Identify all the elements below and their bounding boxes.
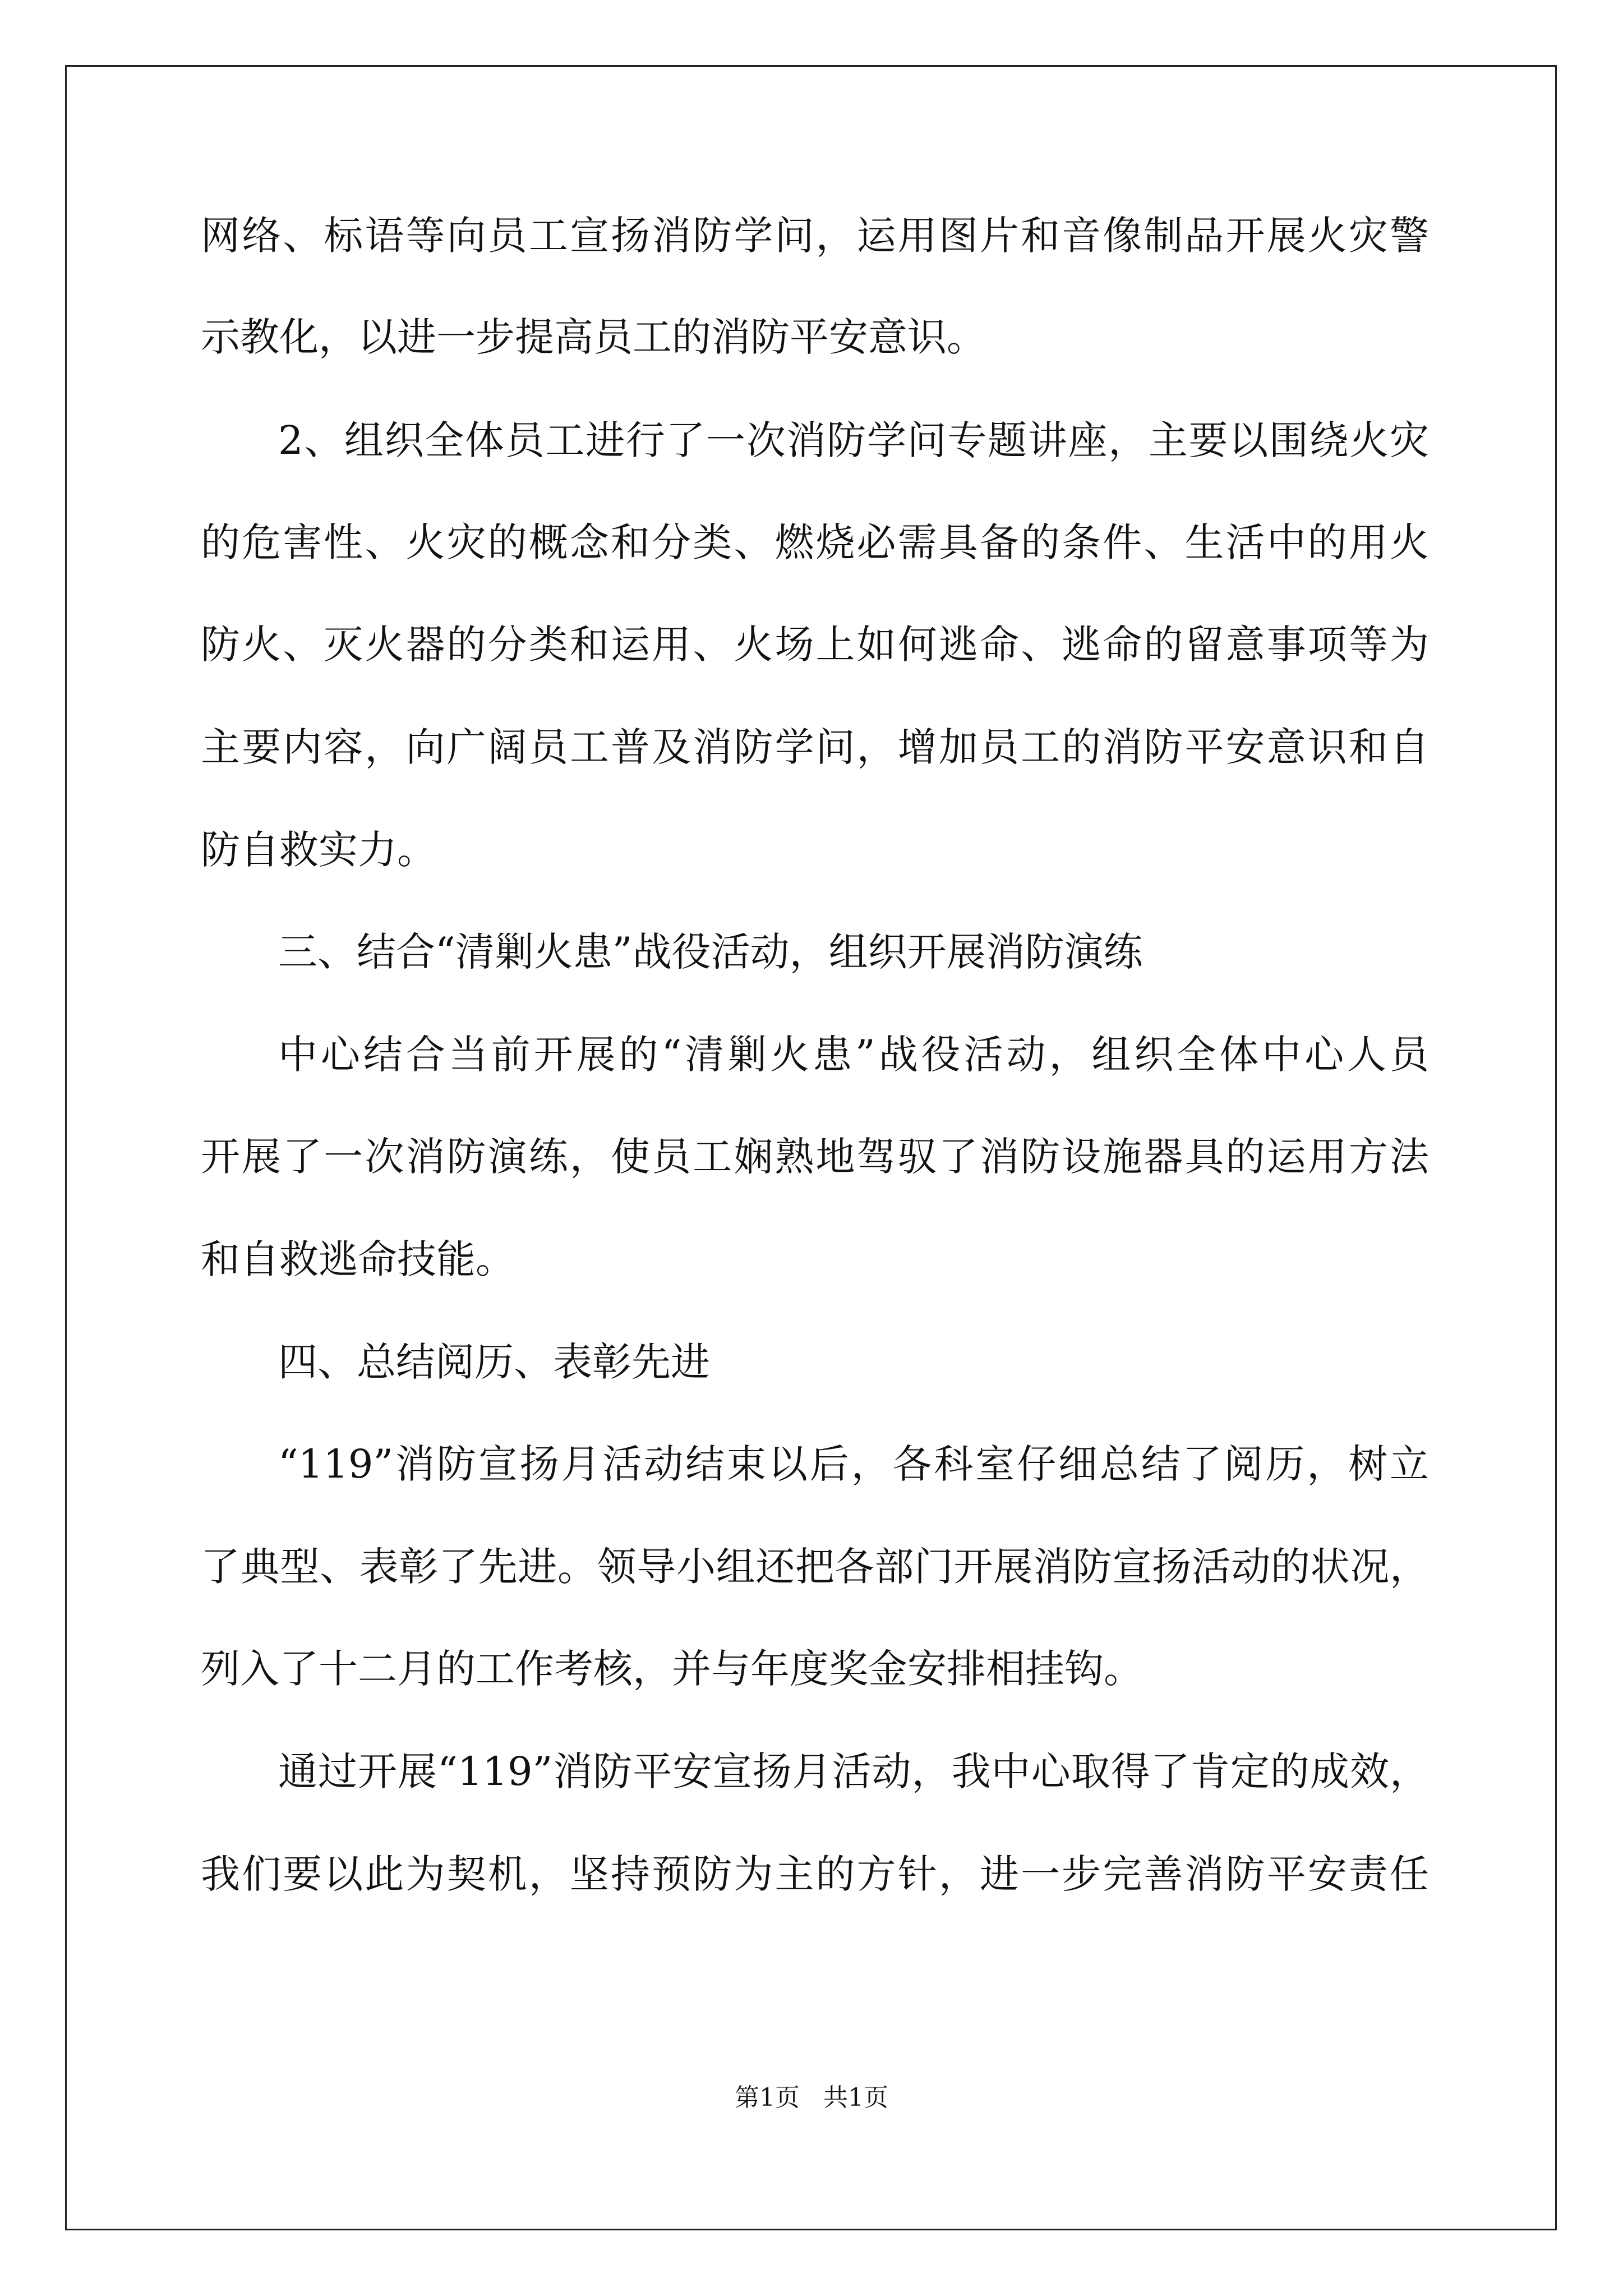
- body-line: 主要内容，向广阔员工普及消防学问，增加员工的消防平安意识和自: [201, 724, 1429, 770]
- body-line: 中心结合当前开展的“清剿火患”战役活动，组织全体中心人员: [278, 1032, 1429, 1078]
- body-line: 列入了十二月的工作考核，并与年度奖金安排相挂钩。: [201, 1646, 1143, 1692]
- body-line: 示教化，以进一步提高员工的消防平安意识。: [201, 314, 986, 360]
- section-heading: 三、结合“清剿火患”战役活动，组织开展消防演练: [278, 929, 1143, 975]
- body-line: 通过开展“119”消防平安宣扬月活动，我中心取得了肯定的成效，: [278, 1749, 1429, 1795]
- body-line: 了典型、表彰了先进。领导小组还把各部门开展消防宣扬活动的状况，: [201, 1544, 1429, 1590]
- body-line: 我们要以此为契机，坚持预防为主的方针，进一步完善消防平安责任: [201, 1851, 1429, 1897]
- body-line: 和自救逃命技能。: [201, 1236, 515, 1282]
- body-line: 防火、灭火器的分类和运用、火场上如何逃命、逃命的留意事项等为: [201, 622, 1429, 668]
- body-line: 2、组织全体员工进行了一次消防学问专题讲座，主要以围绕火灾: [278, 417, 1429, 463]
- body-line: 网络、标语等向员工宣扬消防学问，运用图片和音像制品开展火灾警: [201, 213, 1429, 259]
- body-line: “119”消防宣扬月活动结束以后，各科室仔细总结了阅历，树立: [278, 1441, 1429, 1487]
- page-footer: 第1页 共1页: [735, 2083, 888, 2112]
- body-line: 的危害性、火灾的概念和分类、燃烧必需具备的条件、生活中的用火: [201, 519, 1429, 565]
- section-heading: 四、总结阅历、表彰先进: [278, 1339, 710, 1385]
- body-line: 防自救实力。: [201, 827, 436, 873]
- body-line: 开展了一次消防演练，使员工娴熟地驾驭了消防设施器具的运用方法: [201, 1134, 1429, 1180]
